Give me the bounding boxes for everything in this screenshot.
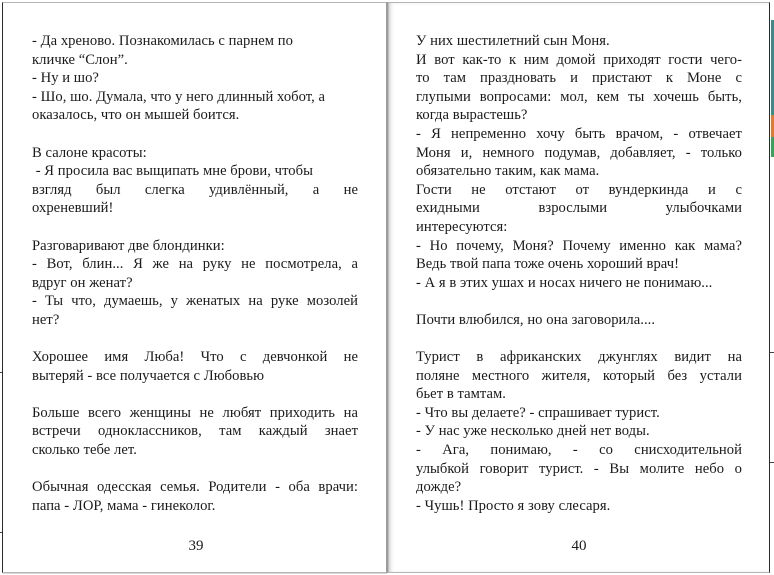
text-line: - А я в этих ушах и носах ничего не понимаю... [416,274,713,291]
text-line: - Вот, блин... Я же на руку не посмотрела, а [32,256,358,273]
text-line: - Я просила вас выщипать мне брови, чтобы [32,163,313,180]
text-line: - Что вы делаете? - спрашивает турист. [416,404,660,421]
text-line: - У нас уже несколько дней нет воды. [416,423,650,440]
text-line: - Шо, шо. Думала, что у него длинный хобот, а [32,88,326,105]
text-line: вытеряй - все получается с Любовью [32,367,265,384]
text-line: интересуются: [416,218,508,235]
text-line: Обычная одесская семья. Родители - оба врачи: [32,479,358,496]
edge-mark [0,532,2,533]
text-line: - Ну и шо? [32,70,99,87]
text-line: встречи одноклассников, там каждый знает [32,423,358,440]
paragraph [32,404,358,460]
right-page-text [416,32,742,515]
paragraph [32,144,358,218]
text-line: ехидными взрослыми улыбочками [416,200,742,217]
edge-mark [0,372,2,373]
text-line: то там праздновать и пристают к Моне с [416,70,742,87]
text-line: Турист в африканских джунглях видит на [416,349,742,366]
paragraph [32,478,358,515]
text-line: Гости не отстают от вундеркинда и с [416,181,742,198]
paragraph [32,32,358,125]
text-line: обязательно таким, как мама. [416,163,600,180]
text-line: улыбкой говорит турист. - Вы молите небо о [416,460,742,477]
text-line: В салоне красоты: [32,144,147,161]
text-line: глупыми вопросами: мол, кем ты хочешь быть, [416,88,742,105]
right-page [388,2,770,573]
text-line: папа - ЛОР, мама - гинеколог. [32,497,216,514]
text-line: поляне местного жителя, который без устали [416,367,742,384]
text-line: бьет в тамтам. [416,386,507,403]
text-line: - Ага, понимаю, - со снисходительной [416,442,742,459]
text-line: вдруг он женат? [32,274,133,291]
text-line: Моня и, немного подумав, добавляет, - только [416,144,742,161]
text-line: когда вырастешь? [416,107,528,124]
text-line: - Я непременно хочу быть врачом, - отвечает [416,125,742,142]
text-line: сколько тебе лет. [32,442,137,459]
text-line: оказалось, что он мышей боится. [32,107,240,124]
text-line: У них шестилетний сын Моня. [416,33,610,49]
edge-mark [770,462,774,463]
text-line: - Чушь! Просто я зову слесаря. [416,497,611,514]
text-line: - Да хреново. Познакомилась с парнем по [32,33,293,49]
text-line: - Но почему, Моня? Почему именно как мама? [416,237,742,254]
text-line: нет? [32,311,60,328]
text-line: Ведь твой папа тоже очень хороший врач! [416,256,680,273]
text-line: И вот как-то к ним домой приходят гости чего- [416,51,742,68]
text-line: Хорошее имя Люба! Что с девчонкой не [32,349,358,366]
text-line: дожде? [416,479,462,496]
text-line: охреневший! [32,200,114,217]
text-line: Больше всего женщины не любят приходить на [32,404,358,421]
text-line: Разговаривают две блондинки: [32,237,225,254]
page-number: 40 [571,538,587,554]
text-line: взгляд был слегка удивлённый, а не [32,181,358,198]
text-line: - Ты что, думаешь, у женатых на руке мозолей [32,293,358,310]
left-page-text [32,32,358,515]
paragraph [32,348,358,385]
edge-mark [770,352,774,353]
text-line: кличке “Слон”. [32,51,128,68]
text-line: Почти влюбился, но она заговорила.... [416,311,656,328]
page-number: 39 [188,538,204,554]
paragraph [416,32,742,292]
left-page [2,2,386,573]
paragraph [32,237,358,330]
paragraph [416,348,742,515]
paragraph [416,311,742,330]
